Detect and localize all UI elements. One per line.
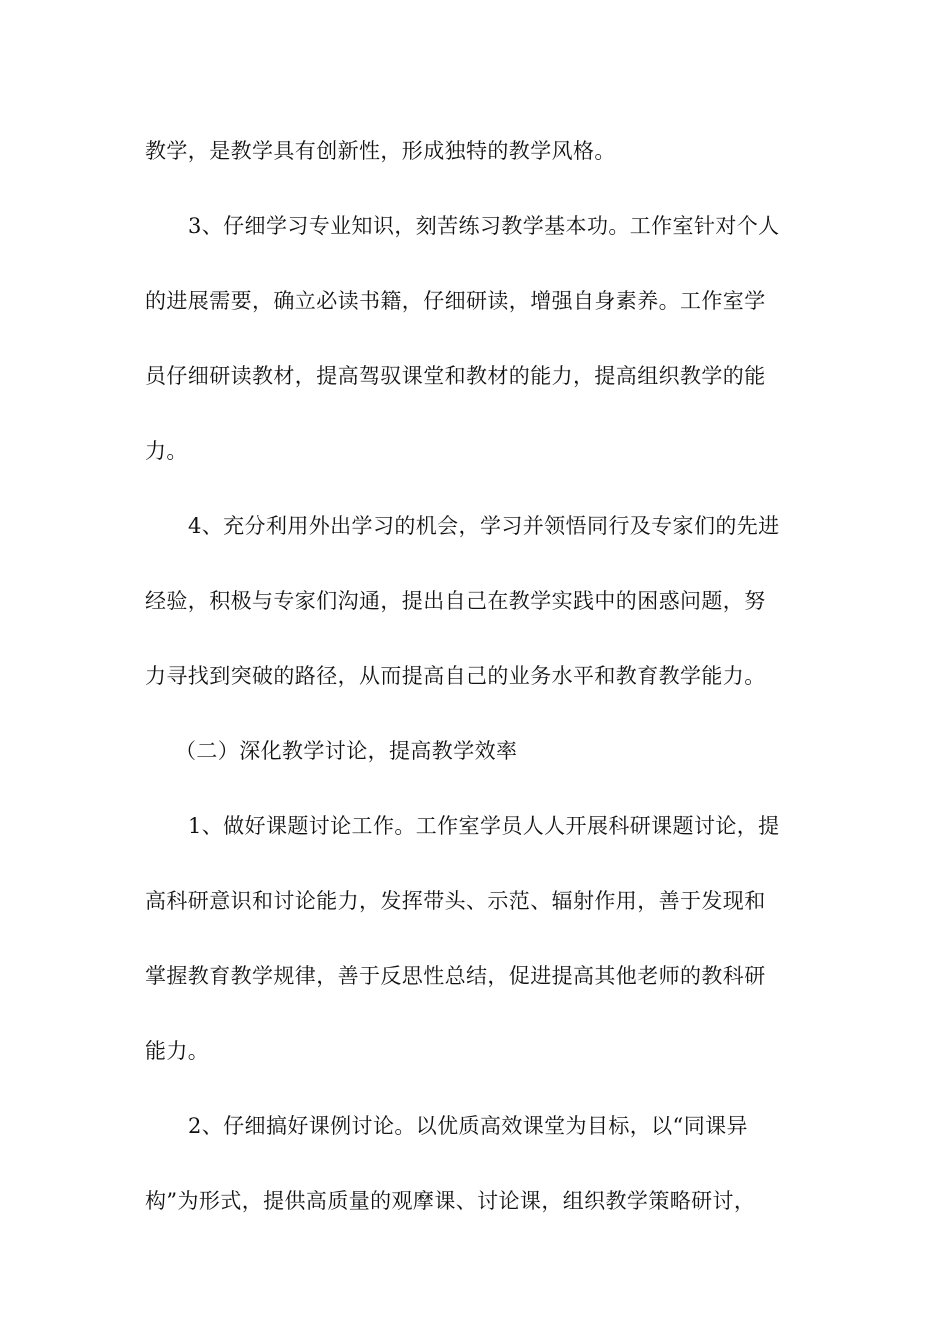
text-line: 力。 bbox=[145, 439, 188, 463]
text-line: 力寻找到突破的路径，从而提高自己的业务水平和教育教学能力。 bbox=[145, 664, 766, 688]
paragraph-2-start: 2、仔细搞好课例讨论。以优质高效课堂为目标，以“同课异 bbox=[188, 1114, 748, 1138]
text-line: 构”为形式，提供高质量的观摩课、讨论课，组织教学策略研讨， bbox=[145, 1189, 756, 1213]
text-line: 经验，积极与专家们沟通，提出自己在教学实践中的困惑问题，努 bbox=[145, 589, 766, 613]
text-line: 教学，是教学具有创新性，形成独特的教学风格。 bbox=[145, 139, 616, 163]
text-line: 高科研意识和讨论能力，发挥带头、示范、辐射作用，善于发现和 bbox=[145, 889, 766, 913]
paragraph-3-start: 3、仔细学习专业知识，刻苦练习教学基本功。工作室针对个人 bbox=[188, 214, 780, 238]
section-heading: （二）深化教学讨论，提高教学效率 bbox=[175, 739, 518, 763]
text-line: 员仔细研读教材，提高驾驭课堂和教材的能力，提高组织教学的能 bbox=[145, 364, 766, 388]
text-line: 的进展需要，确立必读书籍，仔细研读，增强自身素养。工作室学 bbox=[145, 289, 766, 313]
paragraph-4-start: 4、充分利用外出学习的机会，学习并领悟同行及专家们的先进 bbox=[188, 514, 780, 538]
text-line: 能力。 bbox=[145, 1039, 210, 1063]
paragraph-1-start: 1、做好课题讨论工作。工作室学员人人开展科研课题讨论，提 bbox=[188, 814, 780, 838]
text-line: 掌握教育教学规律，善于反思性总结，促进提高其他老师的教科研 bbox=[145, 964, 766, 988]
